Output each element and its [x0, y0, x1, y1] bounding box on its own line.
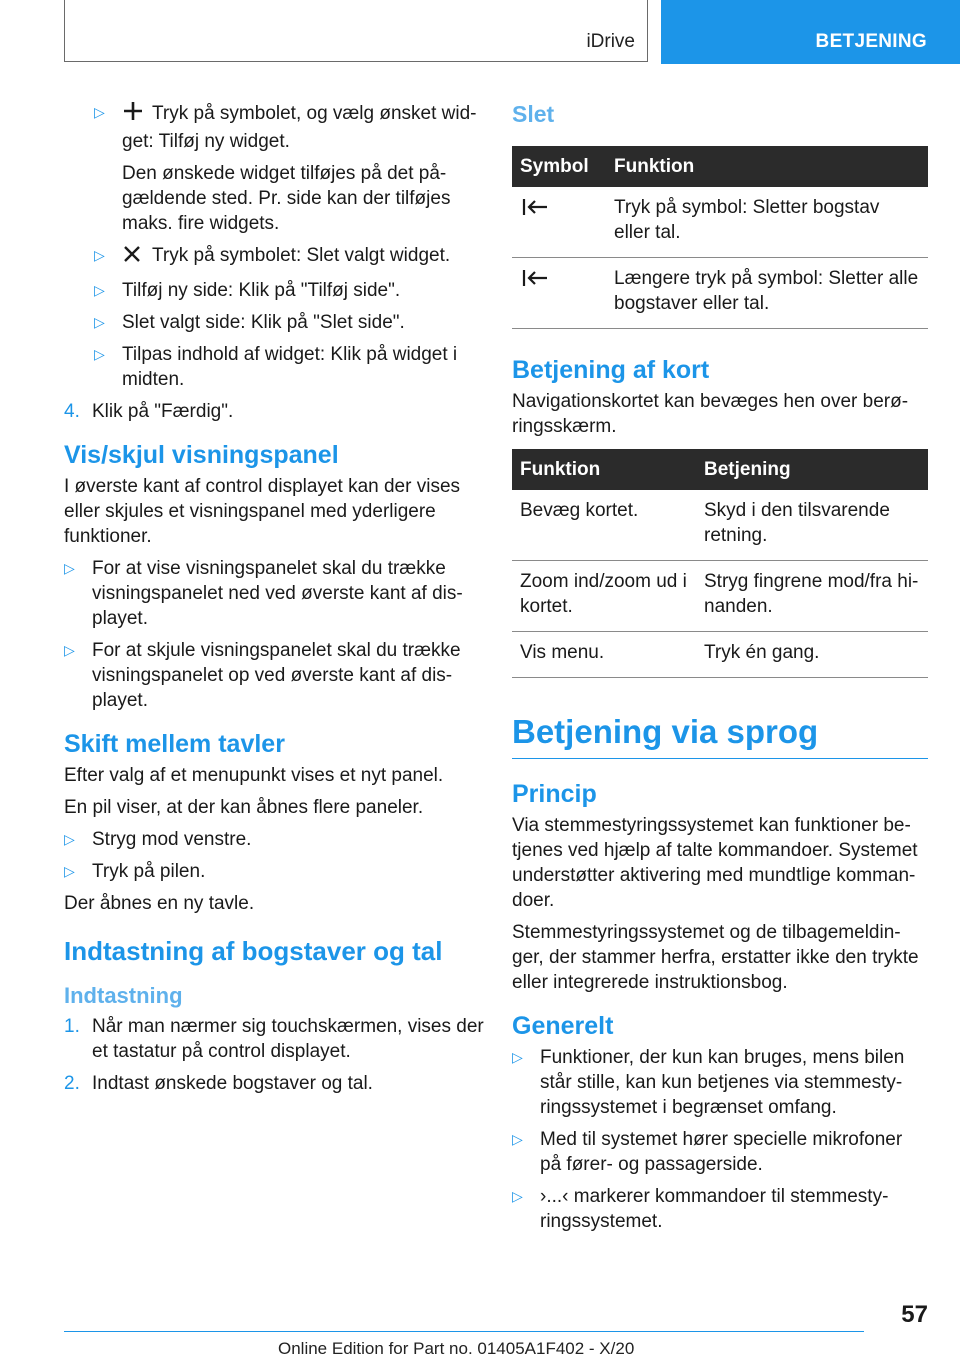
list-item: ▷ Tryk på symbolet, og vælg ønsket wid-get: Tilføj ny widget. [94, 100, 484, 154]
list-item: ▷ Tryk på symbolet: Slet valgt widget. [94, 243, 484, 271]
section-tab[interactable]: BETJENING [661, 0, 960, 64]
section-title-kort: Betjening af kort [512, 356, 710, 384]
table-header: Symbol [512, 146, 606, 187]
list-item: ▷ ›...‹ markerer kommandoer til stemmesty-ringssystemet. [512, 1186, 889, 1232]
bullet-triangle-icon: ▷ [94, 104, 105, 120]
table-row: Vis menu. Tryk én gang. [512, 632, 928, 678]
paragraph: I øverste kant af control displayet kan der vises eller skjules et visningspanel med yderligere funktioner. [64, 476, 461, 547]
footer-divider [64, 1331, 864, 1332]
bullet-triangle-icon: ▷ [512, 1049, 523, 1065]
paragraph: Den ønskede widget tilføjes på det på-gældende sted. Pr. side kan der tilføjes maks. fire widgets. [122, 163, 451, 234]
list-item: ▷ For at skjule visningspanelet skal du trække visningspanelet op ved øverste kant af dis-playet. [64, 640, 461, 711]
numbered-step: 2. Indtast ønskede bogstaver og tal. [64, 1073, 373, 1094]
table-row: Zoom ind/zoom ud i kortet. Stryg fingrene mod/fra hi-nanden. [512, 561, 928, 632]
paragraph: Via stemmestyringssystemet kan funktioner be-tjenes ved hjælp af talte kommandoer. Systemet understøtter aktivering med mundtlige komman-doer. [512, 815, 918, 911]
bullet-triangle-icon: ▷ [94, 282, 105, 298]
list-item: ▷ For at vise visningspanelet skal du trække visningspanelet ned ved øverste kant af dis-playet. [64, 558, 463, 629]
bullet-triangle-icon: ▷ [64, 831, 75, 847]
numbered-step: 1. Når man nærmer sig touchskærmen, vises der et tastatur på control displayet. [64, 1016, 484, 1062]
bullet-triangle-icon: ▷ [512, 1188, 523, 1204]
list-item: ▷ Stryg mod venstre. [64, 829, 252, 850]
subsection-title-indtastning: Indtastning [64, 983, 183, 1008]
section-title-slet: Slet [512, 101, 555, 127]
bullet-triangle-icon: ▷ [94, 346, 105, 362]
bullet-triangle-icon: ▷ [64, 863, 75, 879]
page-number: 57 [901, 1301, 928, 1328]
bullet-triangle-icon: ▷ [512, 1131, 523, 1147]
list-item: ▷ Tilpas indhold af widget: Klik på widget i midten. [94, 344, 458, 390]
header-frame [64, 0, 648, 62]
list-item: ▷ Tilføj ny side: Klik på "Tilføj side". [94, 280, 401, 301]
chapter-label: iDrive [586, 31, 635, 52]
section-title-indtastning: Indtastning af bogstaver og tal [64, 936, 443, 966]
paragraph: Efter valg af et menupunkt vises et nyt panel. [64, 765, 444, 786]
paragraph: En pil viser, at der kan åbnes flere paneler. [64, 797, 424, 818]
bullet-triangle-icon: ▷ [64, 642, 75, 658]
section-title-generelt: Generelt [512, 1012, 614, 1040]
delete-all-icon [520, 272, 550, 293]
section-title-princip: Princip [512, 780, 597, 808]
chapter-heading-sprog: Betjening via sprog [512, 712, 928, 759]
footer-edition: Online Edition for Part no. 01405A1F402 - X/20 [278, 1339, 635, 1358]
list-item: ▷ Slet valgt side: Klik på "Slet side". [94, 312, 405, 333]
table-row: Bevæg kortet. Skyd i den tilsvarende retning. [512, 490, 928, 561]
table-header: Funktion [512, 449, 696, 490]
section-title-skift: Skift mellem tavler [64, 730, 285, 758]
table-header: Betjening [696, 449, 928, 490]
table-header: Funktion [606, 146, 928, 187]
bullet-triangle-icon: ▷ [94, 247, 105, 263]
table-row: Længere tryk på symbol: Sletter alle bogstaver eller tal. [512, 258, 928, 329]
paragraph: Der åbnes en ny tavle. [64, 893, 255, 914]
bullet-triangle-icon: ▷ [64, 560, 75, 576]
paragraph: Navigationskortet kan bevæges hen over berø-ringsskærm. [512, 391, 909, 437]
slet-table [512, 146, 928, 329]
delete-char-icon [520, 201, 550, 222]
list-item: ▷ Funktioner, der kun kan bruges, mens bilen står stille, kan kun betjenes via stemmesty-ringssystemet i begrænset omfang. [512, 1047, 905, 1118]
right-column [512, 100, 928, 1241]
numbered-step: 4. Klik på "Færdig". [64, 401, 234, 422]
left-column [64, 100, 484, 1103]
table-row: Tryk på symbol: Sletter bogstav eller tal. [512, 187, 928, 258]
plus-icon [122, 100, 146, 129]
list-item: ▷ Med til systemet hører specielle mikrofoner på fører- og passagerside. [512, 1129, 903, 1175]
section-title-vis: Vis/skjul visningspanel [64, 441, 339, 469]
list-item: ▷ Tryk på pilen. [64, 861, 206, 882]
bullet-triangle-icon: ▷ [94, 314, 105, 330]
paragraph: Stemmestyringssystemet og de tilbagemeldin-ger, der stammer herfra, erstatter ikke den trykte eller integrerede instruktionsbog. [512, 922, 919, 993]
x-icon [122, 244, 146, 271]
kort-table [512, 449, 928, 678]
